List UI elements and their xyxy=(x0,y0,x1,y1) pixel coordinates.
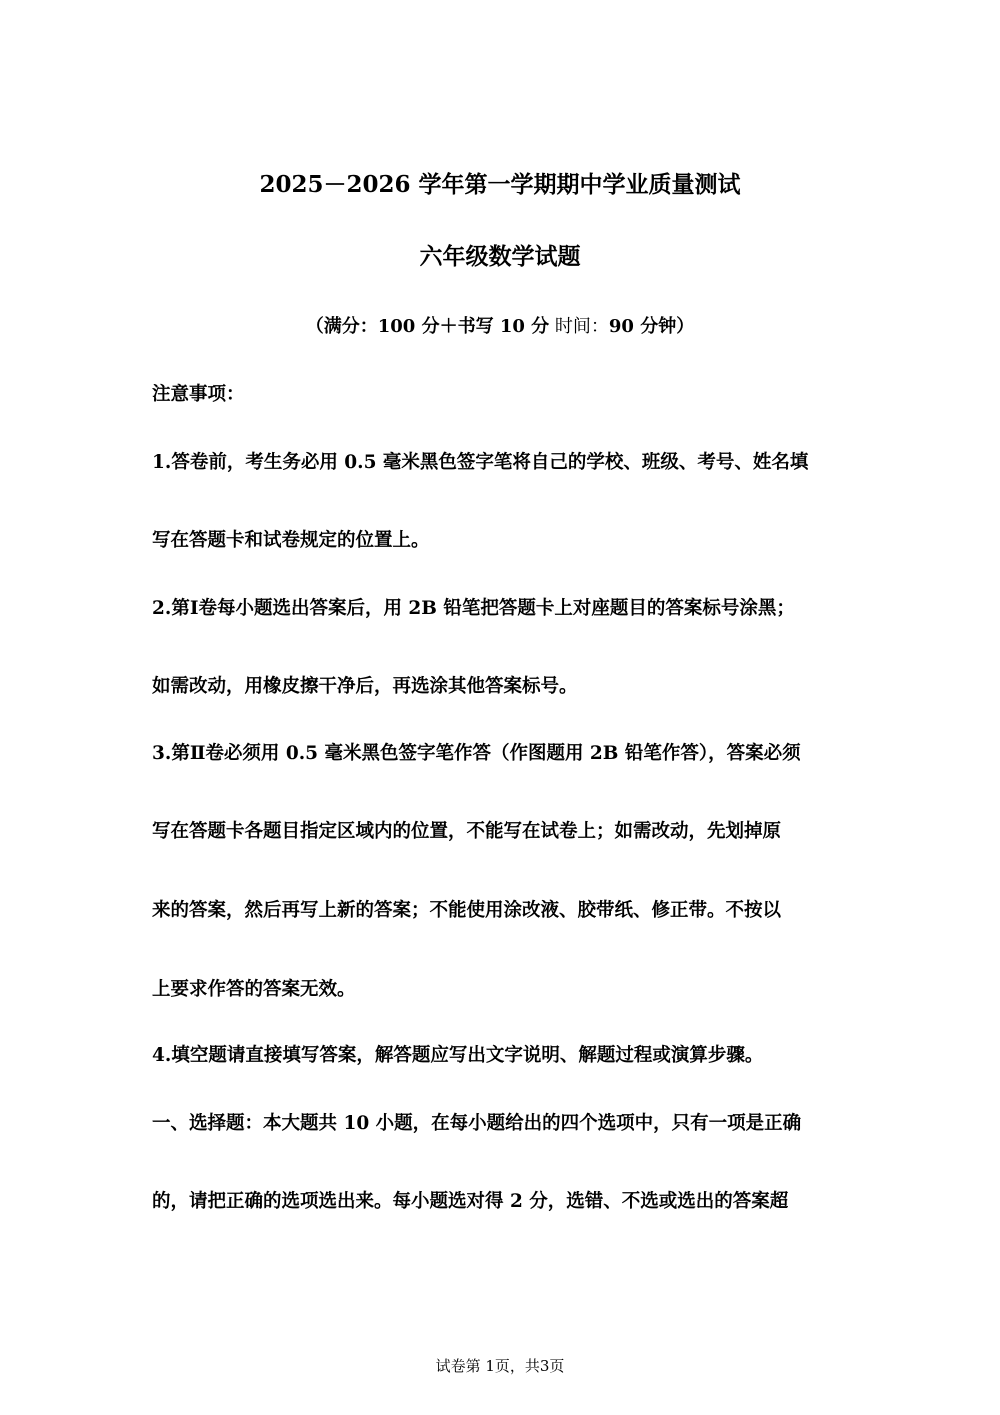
notice-line: 3.第Ⅱ卷必须用 0.5 毫米黑色签字笔作答（作图题用 2B 铅笔作答），答案必须 xyxy=(152,743,801,764)
notice-line: 4.填空题请直接填写答案，解答题应写出文字说明、解题过程或演算步骤。 xyxy=(152,1045,764,1066)
notice-line: 来的答案，然后再写上新的答案；不能使用涂改液、胶带纸、修正带。不按以 xyxy=(152,900,782,921)
notice-line: 写在答题卡和试卷规定的位置上。 xyxy=(152,530,430,551)
page-footer: 试卷第 1页，共3页 xyxy=(435,1357,565,1375)
section-1-line: 的，请把正确的选项选出来。每小题选对得 2 分，选错、不选或选出的答案超 xyxy=(152,1191,789,1212)
notice-heading: 注意事项： xyxy=(152,384,245,405)
notice-line: 如需改动，用橡皮擦干净后，再选涂其他答案标号。 xyxy=(152,676,578,697)
notice-line: 上要求作答的答案无效。 xyxy=(152,979,356,1000)
notice-line: 写在答题卡各题目指定区域内的位置，不能写在试卷上；如需改动，先划掉原 xyxy=(152,821,782,842)
notice-line: 1.答卷前，考生务必用 0.5 毫米黑色签字笔将自己的学校、班级、考号、姓名填 xyxy=(152,452,809,473)
score-time-info xyxy=(0,314,1000,340)
score-info-part1: （满分：100 分＋书写 10 分 xyxy=(305,316,550,337)
exam-title: 2025－2026 学年第一学期期中学业质量测试 xyxy=(259,171,741,198)
notice-line: 2.第Ⅰ卷每小题选出答案后，用 2B 铅笔把答题卡上对座题目的答案标号涂黑； xyxy=(152,598,795,619)
section-1-line: 一、选择题：本大题共 10 小题，在每小题给出的四个选项中，只有一项是正确 xyxy=(152,1113,802,1134)
score-info-part2: 时间： xyxy=(549,316,609,337)
score-info-part3: 90 分钟） xyxy=(608,316,695,337)
exam-subject: 六年级数学试题 xyxy=(419,243,581,270)
